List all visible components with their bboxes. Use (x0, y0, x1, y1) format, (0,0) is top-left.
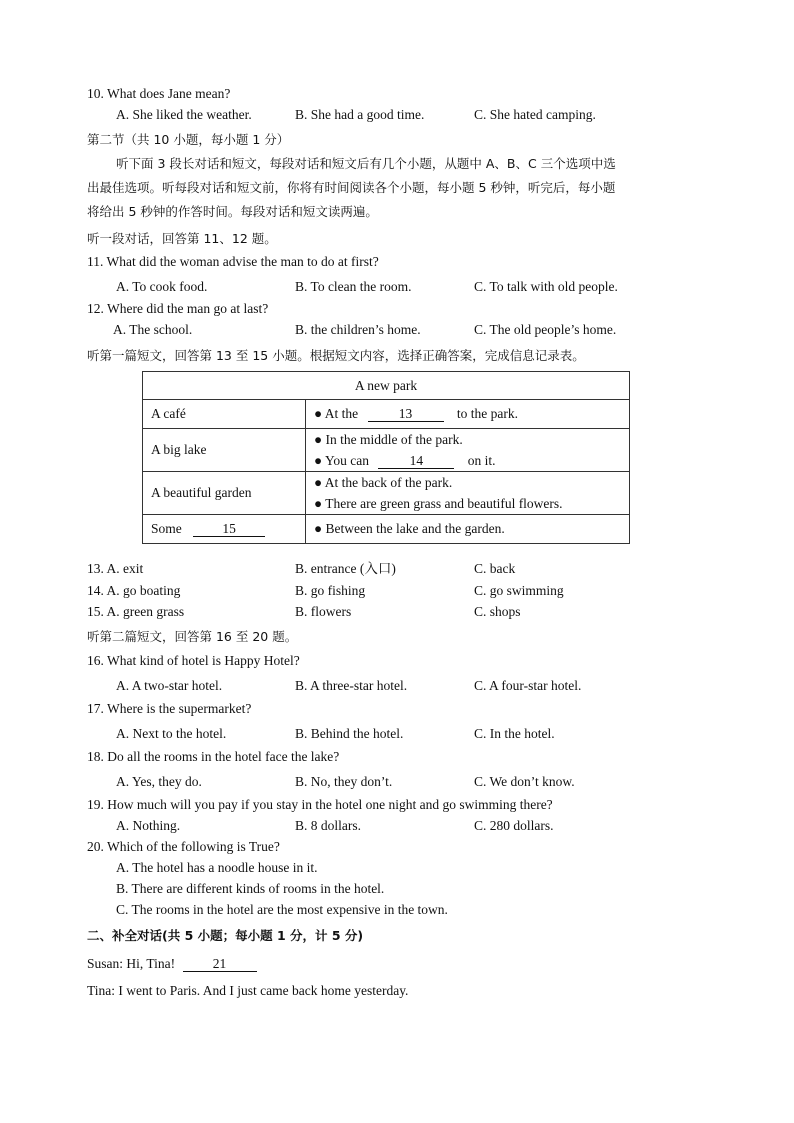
option-b: B. No, they don’t. (295, 774, 393, 789)
option-b: B. She had a good time. (295, 107, 425, 122)
dialog-line-susan (87, 955, 257, 973)
option-b: B. Behind the hotel. (295, 726, 404, 741)
question-14 (87, 582, 180, 600)
question-13 (87, 560, 143, 578)
option-b: B. To clean the room. (295, 279, 412, 294)
table-row-label (143, 515, 306, 544)
dialog-line-tina: Tina: I went to Paris. And I just came back home yesterday. (87, 983, 409, 998)
option-a: A. Next to the hotel. (116, 726, 227, 741)
cell-text: ● In the middle of the park. (314, 432, 463, 447)
cell-text: ● At the (314, 406, 359, 421)
question-number: 17. (87, 701, 104, 716)
table-row-label: A big lake (143, 429, 306, 472)
question-number: 12. (87, 301, 104, 316)
table-row-value: ● Between the lake and the garden. (306, 515, 630, 544)
part-2-title: 二、补全对话(共 5 小题；每小题 1 分，计 5 分) (87, 928, 364, 943)
table-row-label: A beautiful garden (143, 472, 306, 515)
option-c: C. back (474, 561, 516, 576)
question-text: Where did the man go at last? (107, 301, 269, 316)
table-row-value (306, 472, 630, 515)
question-17 (87, 700, 251, 718)
option-b: B. the children’s home. (295, 322, 421, 337)
question-10 (87, 85, 230, 103)
cell-text: on it. (467, 453, 496, 468)
question-text: Where is the supermarket? (107, 701, 252, 716)
question-number: 10. (87, 86, 104, 101)
question-text: What did the woman advise the man to do at first? (106, 254, 379, 269)
cell-text: Some (151, 521, 182, 536)
option-a: A. green grass (106, 604, 185, 619)
table-row-value (306, 429, 630, 472)
table-row-label: A café (143, 400, 306, 429)
question-text: Which of the following is True? (107, 839, 280, 854)
dialog-1-heading: 听一段对话，回答第 11、12 题。 (87, 231, 277, 246)
question-number: 14. (87, 583, 104, 598)
question-18 (87, 748, 339, 766)
cell-text: ● You can (314, 453, 370, 468)
option-c: C. To talk with old people. (474, 279, 618, 294)
question-11 (87, 253, 379, 271)
question-number: 19. (87, 797, 104, 812)
question-19 (87, 796, 553, 814)
answer-blank: 14 (378, 454, 454, 469)
passage-1-heading: 听第一篇短文，回答第 13 至 15 小题。根据短文内容，选择正确答案，完成信息记录表。 (87, 348, 585, 363)
question-text: Do all the rooms in the hotel face the lake? (107, 749, 340, 764)
option-b: B. 8 dollars. (295, 818, 361, 833)
cell-text: to the park. (456, 406, 519, 421)
option-b: B. go fishing (295, 583, 366, 598)
option-a: A. To cook food. (116, 279, 208, 294)
table-row-value (306, 400, 630, 429)
option-a: A. go boating (106, 583, 181, 598)
option-c: C. The rooms in the hotel are the most expensive in the town. (116, 902, 448, 917)
option-a: A. exit (106, 561, 144, 576)
question-number: 15. (87, 604, 104, 619)
option-c: C. In the hotel. (474, 726, 555, 741)
dialog-text: Susan: Hi, Tina! (87, 956, 176, 971)
option-b: B. entrance (入口) (295, 561, 396, 576)
option-c: C. go swimming (474, 583, 564, 598)
answer-blank: 15 (193, 522, 265, 537)
question-text: What does Jane mean? (107, 86, 231, 101)
question-number: 13. (87, 561, 104, 576)
question-number: 11. (87, 254, 104, 269)
section-2-instruction-line-3: 将给出 5 秒钟的作答时间。每段对话和短文读两遍。 (87, 204, 378, 219)
section-2-instruction-line-2: 出最佳选项。听每段对话和短文前，你将有时间阅读各个小题，每小题 5 秒钟，听完后，每小题 (87, 180, 616, 195)
option-a: A. She liked the weather. (116, 107, 252, 122)
answer-blank: 21 (183, 957, 257, 972)
cell-text (314, 450, 621, 471)
option-a: A. Yes, they do. (116, 774, 202, 789)
question-number: 18. (87, 749, 104, 764)
section-2-instruction-line-1: 听下面 3 段长对话和短文，每段对话和短文后有几个小题，从题中 A、B、C 三个选项中选 (116, 156, 616, 171)
option-c: C. She hated camping. (474, 107, 596, 122)
question-12 (87, 300, 268, 318)
option-a: A. The school. (113, 322, 193, 337)
section-2-title: 第二节（共 10 小题，每小题 1 分） (87, 132, 290, 147)
park-info-table (142, 371, 630, 544)
option-c: C. We don’t know. (474, 774, 575, 789)
option-b: B. A three-star hotel. (295, 678, 408, 693)
question-16 (87, 652, 300, 670)
question-number: 20. (87, 839, 104, 854)
option-a: A. Nothing. (116, 818, 181, 833)
question-20 (87, 838, 280, 856)
option-b: B. flowers (295, 604, 352, 619)
cell-text: ● There are green grass and beautiful flowers. (314, 496, 563, 511)
option-c: C. 280 dollars. (474, 818, 554, 833)
table-title: A new park (143, 372, 630, 400)
question-15 (87, 603, 184, 621)
option-c: C. A four-star hotel. (474, 678, 582, 693)
answer-blank: 13 (368, 407, 444, 422)
option-a: A. A two-star hotel. (116, 678, 223, 693)
question-text: How much will you pay if you stay in the hotel one night and go swimming there? (107, 797, 553, 812)
option-c: C. The old people’s home. (474, 322, 617, 337)
passage-2-heading: 听第二篇短文，回答第 16 至 20 题。 (87, 629, 298, 644)
option-c: C. shops (474, 604, 521, 619)
option-b: B. There are different kinds of rooms in the hotel. (116, 881, 385, 896)
question-number: 16. (87, 653, 104, 668)
question-text: What kind of hotel is Happy Hotel? (107, 653, 300, 668)
option-a: A. The hotel has a noodle house in it. (116, 860, 318, 875)
cell-text: ● At the back of the park. (314, 475, 453, 490)
